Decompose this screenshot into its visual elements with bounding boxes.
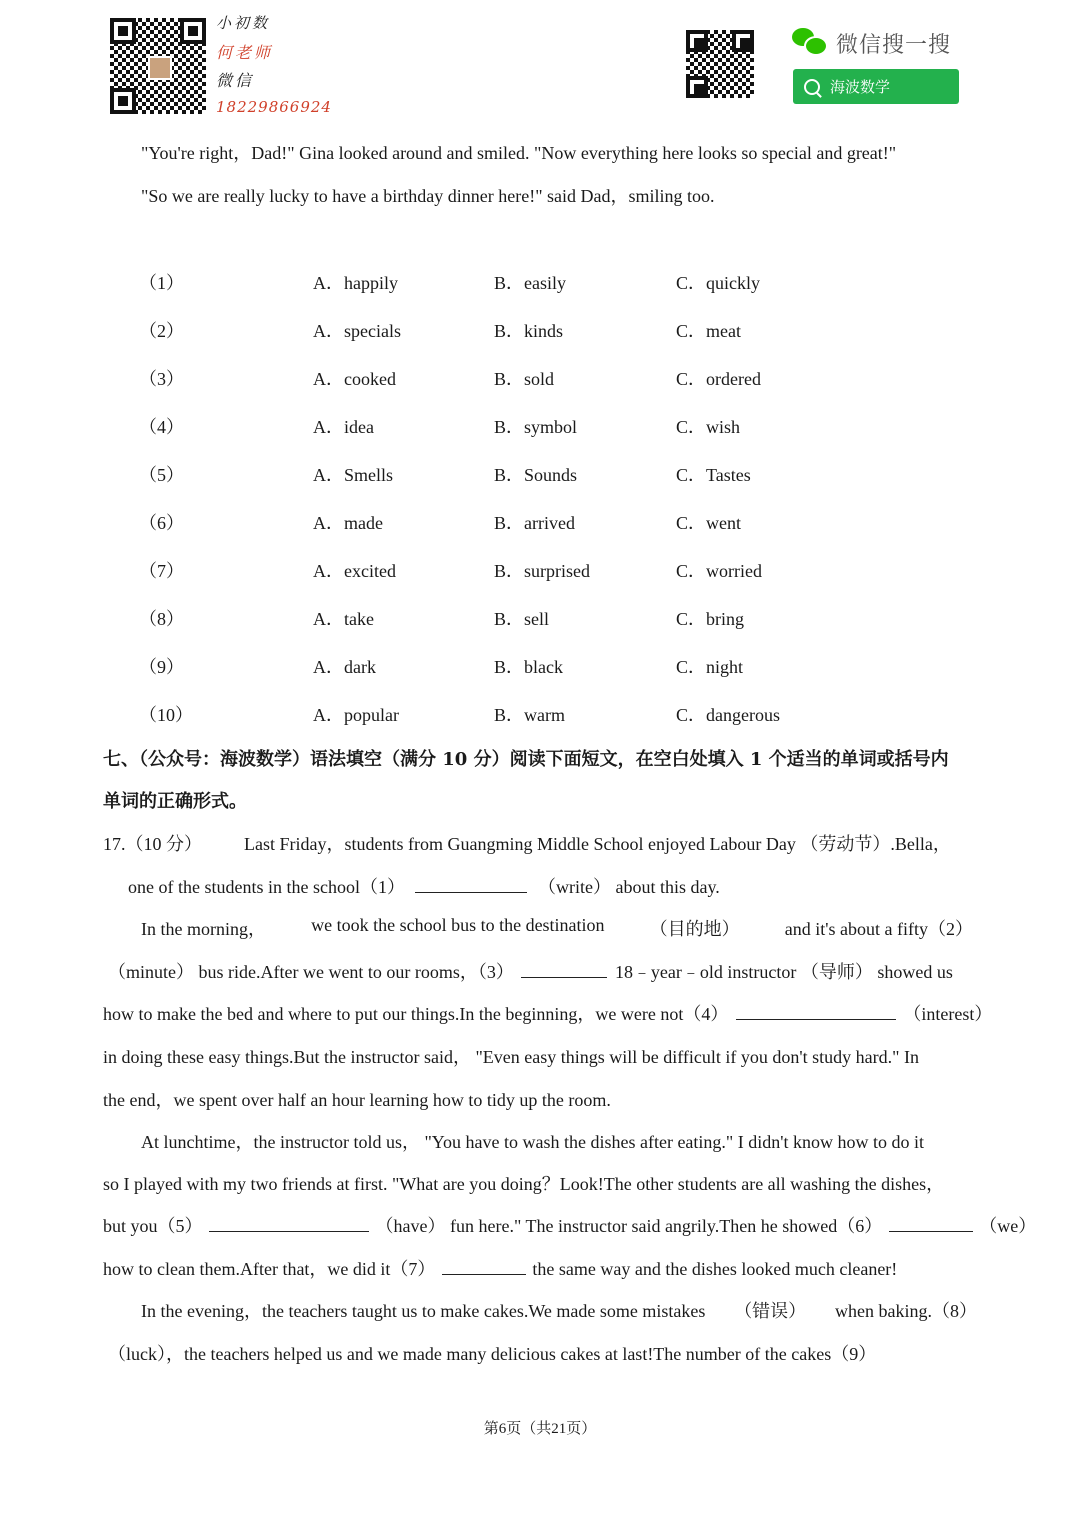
- option-number: （5）: [139, 465, 184, 485]
- option-a: A．cooked: [313, 369, 396, 389]
- option-c: C．went: [676, 513, 741, 533]
- blank-6[interactable]: [889, 1213, 973, 1232]
- option-number: （4）: [139, 417, 184, 437]
- option-number: （8）: [139, 609, 184, 629]
- option-b: B．symbol: [494, 417, 578, 437]
- option-c: C．Tastes: [676, 465, 751, 485]
- passage-line: （luck），the teachers helped us and we made many delicious cakes at last!The number of the cakes（9）: [108, 1344, 877, 1364]
- passage-line-justified: [141, 915, 973, 941]
- dialogue-line-2: "So we are really lucky to have a birthday dinner here!" said Dad，smiling too.: [141, 186, 715, 206]
- option-a: A．popular: [313, 705, 399, 725]
- page-number: 第6页（共21页）: [483, 1421, 597, 1437]
- option-c: C．ordered: [676, 369, 761, 389]
- blank-3[interactable]: [521, 959, 607, 978]
- passage-text: In the evening，the teachers taught us to make cakes.We made some mistakes: [141, 1301, 706, 1321]
- passage-line: Last Friday，students from Guangming Middle School enjoyed Labour Day （劳动节）.Bella，: [244, 834, 951, 854]
- option-c: C．wish: [676, 417, 741, 437]
- passage-text: （interest）: [903, 1004, 993, 1024]
- option-b: B．Sounds: [494, 465, 578, 485]
- passage-line: so I played with my two friends at first. "What are you doing？Look!The other students are all washing the dishes，: [103, 1174, 945, 1194]
- passage-text: （minute） bus ride.After we went to our rooms，（3）: [108, 962, 514, 982]
- qr-code-left: [110, 18, 206, 114]
- passage-line: [103, 1255, 897, 1281]
- option-a: A．idea: [313, 417, 374, 437]
- passage-line: [128, 873, 720, 899]
- option-b: B．easily: [494, 273, 566, 293]
- passage-text: 18﹣year﹣old instructor （导师） showed us: [614, 962, 953, 982]
- option-c: C．worried: [676, 561, 762, 581]
- option-number: （3）: [139, 369, 184, 389]
- passage-line: [108, 958, 953, 984]
- blank-1[interactable]: [415, 874, 527, 893]
- search-icon: [804, 79, 820, 95]
- option-number: （9）: [139, 657, 184, 677]
- handwriting-line-2: 何老师: [216, 43, 274, 62]
- passage-line-justified: [141, 1297, 977, 1323]
- option-row: [0, 557, 1080, 585]
- option-a: A．specials: [313, 321, 401, 341]
- option-row: [0, 365, 1080, 393]
- option-row: [0, 509, 1080, 537]
- option-number: （1）: [139, 273, 184, 293]
- option-a: A．take: [313, 609, 374, 629]
- passage-text: how to make the bed and where to put our things.In the beginning，we were not（4）: [103, 1004, 729, 1024]
- option-row: [0, 413, 1080, 441]
- option-number: （2）: [139, 321, 184, 341]
- passage-text: how to clean them.After that，we did it（7）: [103, 1259, 436, 1279]
- option-row: [0, 461, 1080, 489]
- option-number: （6）: [139, 513, 184, 533]
- dialogue-line-1: "You're right，Dad!" Gina looked around and smiled. "Now everything here looks so special and great!": [141, 143, 897, 163]
- qr-code-right: [686, 30, 754, 98]
- option-b: B．kinds: [494, 321, 564, 341]
- wechat-logo-icon: [792, 28, 826, 56]
- passage-line: in doing these easy things.But the instructor said， "Even easy things will be difficult if you don't study hard." In: [103, 1047, 919, 1067]
- option-number: （10）: [139, 705, 193, 725]
- option-c: C．night: [676, 657, 744, 677]
- passage-text: when baking.（8）: [835, 1301, 977, 1321]
- passage-line: [103, 1000, 992, 1026]
- option-row: [0, 653, 1080, 681]
- avatar: [148, 56, 171, 79]
- passage-line: At lunchtime，the instructor told us， "You have to wash the dishes after eating." I didn't know how to do it: [141, 1132, 925, 1152]
- option-b: B．warm: [494, 705, 565, 725]
- blank-5[interactable]: [209, 1213, 369, 1232]
- search-button[interactable]: [793, 69, 959, 104]
- handwriting-line-1: 小初数: [216, 14, 271, 32]
- passage-text: （we）: [979, 1216, 1037, 1236]
- section-heading-line-1: 七、（公众号：海波数学）语法填空（满分 10 分）阅读下面短文，在空白处填入 1 个适当的单词或括号内: [103, 749, 949, 770]
- passage-text: one of the students in the school（1）: [128, 877, 405, 897]
- option-number: （7）: [139, 561, 184, 581]
- passage-text: but you（5）: [103, 1216, 203, 1236]
- passage-line: [103, 1212, 1036, 1238]
- blank-7[interactable]: [442, 1256, 526, 1275]
- option-row: [0, 701, 1080, 729]
- passage-text: we took the school bus to the destination: [311, 915, 605, 935]
- option-c: C．meat: [676, 321, 741, 341]
- handwriting-line-3: 微信: [216, 71, 255, 90]
- option-c: C．bring: [676, 609, 745, 629]
- option-row: [0, 269, 1080, 297]
- handwriting-phone: 18229866924: [216, 98, 332, 116]
- option-b: B．black: [494, 657, 563, 677]
- option-c: C．dangerous: [676, 705, 780, 725]
- passage-text: （have） fun here." The instructor said angrily.Then he showed（6）: [375, 1216, 883, 1236]
- option-row: [0, 317, 1080, 345]
- option-b: B．surprised: [494, 561, 590, 581]
- blank-4[interactable]: [736, 1001, 896, 1020]
- passage-text: （目的地）: [649, 919, 740, 939]
- passage-line: the end，we spent over half an hour learning how to tidy up the room.: [103, 1090, 611, 1110]
- passage-text: and it's about a fifty（2）: [784, 919, 973, 939]
- passage-text: （write） about this day.: [537, 877, 720, 897]
- section-heading-line-2: 单词的正确形式。: [103, 791, 247, 812]
- option-a: A．dark: [313, 657, 376, 677]
- option-c: C．quickly: [676, 273, 760, 293]
- option-b: B．sell: [494, 609, 550, 629]
- passage-text: In the morning，: [141, 919, 266, 939]
- passage-text: the same way and the dishes looked much cleaner!: [532, 1259, 898, 1279]
- option-a: A．Smells: [313, 465, 394, 485]
- search-label: 海波数学: [830, 78, 891, 96]
- option-row: [0, 605, 1080, 633]
- option-b: B．sold: [494, 369, 555, 389]
- option-a: A．made: [313, 513, 383, 533]
- option-b: B．arrived: [494, 513, 575, 533]
- passage-text: （错误）: [734, 1301, 807, 1321]
- option-a: A．happily: [313, 273, 398, 293]
- option-a: A．excited: [313, 561, 396, 581]
- question-number: 17.（10 分）: [103, 834, 202, 854]
- wechat-search-title: 微信搜一搜: [836, 33, 952, 58]
